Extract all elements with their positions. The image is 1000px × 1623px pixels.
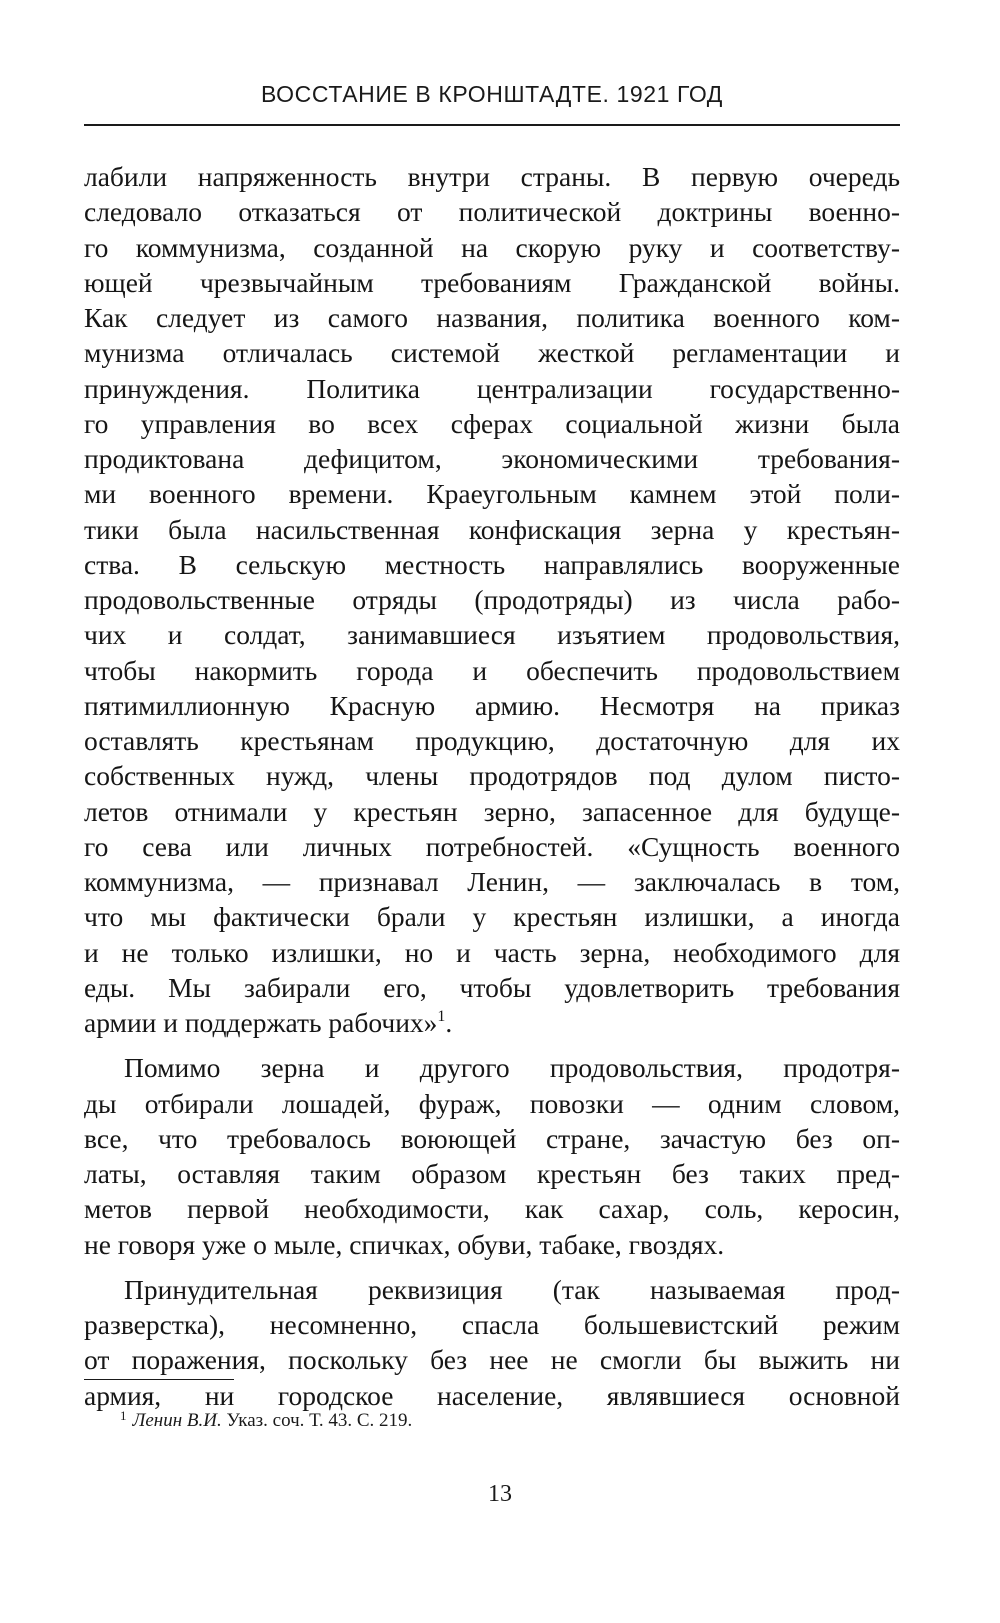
text-line [84, 1272, 900, 1307]
text-line [84, 1121, 900, 1156]
text-line [84, 864, 900, 899]
footnote-mark: 1 [120, 1408, 127, 1423]
text-line-content: не говоря уже о мыле, спичках, обуви, табаке, гвоздях. [84, 1228, 725, 1260]
text-line [84, 230, 900, 265]
text-line [84, 582, 900, 617]
paragraph-gap [84, 1040, 900, 1050]
text-line-content: го управления во всех сферах социальной жизни была [84, 407, 900, 439]
text-line [84, 1227, 900, 1262]
text-line-content: еды. Мы забирали его, чтобы удовлетворить требования [84, 971, 900, 1003]
text-line [84, 935, 900, 970]
text-line [84, 194, 900, 229]
text-line [84, 653, 900, 688]
text-line-content: собственных нужд, члены продотрядов под дулом писто- [84, 760, 900, 792]
header-rule [84, 124, 900, 126]
text-line [84, 1050, 900, 1085]
text-line-content: ды отбирали лошадей, фураж, повозки — одним словом, [84, 1087, 900, 1119]
text-line [84, 970, 900, 1005]
footnote-text: Указ. соч. Т. 43. С. 219. [226, 1410, 413, 1431]
text-line-content: армии и поддержать рабочих» [84, 1007, 438, 1038]
text-line [84, 758, 900, 793]
text-line-content: следовало отказаться от политической доктрины военно- [84, 196, 900, 228]
paragraph-gap [84, 1262, 900, 1272]
text-line-content: и не только излишки, но и часть зерна, необходимого для [84, 936, 900, 968]
text-line [84, 476, 900, 511]
text-line-content: пятимиллионную Красную армию. Несмотря на приказ [84, 689, 900, 721]
text-line-content: от поражения, поскольку без нее не смогли бы выжить ни [84, 1344, 900, 1376]
text-line-content: принуждения. Политика централизации государственно- [84, 372, 900, 404]
footnote-author: Ленин В.И. [132, 1410, 222, 1431]
text-line [84, 371, 900, 406]
footnote-reference: 1 [437, 1008, 446, 1025]
text-line [84, 265, 900, 300]
text-line-content: все, что требовалось воюющей стране, зачастую без оп- [84, 1122, 900, 1154]
text-line [84, 547, 900, 582]
text-line [84, 794, 900, 829]
text-line-content: коммунизма, — признавал Ленин, — заключалась в том, [84, 866, 900, 897]
running-head: ВОССТАНИЕ В КРОНШТАДТЕ. 1921 ГОД [261, 81, 723, 107]
text-line-content: ми военного времени. Краеугольным камнем этой поли- [84, 478, 900, 510]
text-line-content: оставлять крестьянам продукцию, достаточную для их [84, 725, 900, 756]
text-line-content: что мы фактически брали у крестьян излишки, а иногда [84, 901, 900, 933]
footnote [120, 1408, 900, 1432]
text-line [84, 1307, 900, 1342]
text-line-content: летов отнимали у крестьян зерно, запасенное для будуще- [84, 795, 900, 827]
text-line [84, 406, 900, 441]
text-line [84, 1156, 900, 1191]
text-line [84, 1191, 900, 1226]
text-line-content: тики была насильственная конфискация зерна у крестьян- [84, 513, 900, 545]
text-line [84, 512, 900, 547]
text-line-content: чтобы накормить города и обеспечить продовольствием [84, 654, 900, 686]
text-line-content: ства. В сельскую местность направлялись вооруженные [84, 548, 900, 580]
text-line-content: армия, ни городское население, являвшиеся основной [84, 1379, 900, 1411]
text-line [84, 300, 900, 335]
text-line-content: продиктована дефицитом, экономическими требования- [84, 443, 900, 474]
text-line [84, 899, 900, 934]
text-line-content: лабили напряженность внутри страны. В первую очередь [84, 161, 900, 192]
text-line [84, 688, 900, 723]
text-line [84, 441, 900, 476]
text-line: армии и поддержать рабочих»$^1$. [84, 1007, 453, 1038]
text-line-content: Как следует из самого названия, политика военного ком- [84, 302, 900, 333]
text-line-content: разверстка), несомненно, спасла большевистский режим [84, 1309, 900, 1340]
text-line-content: го сева или личных потребностей. «Сущность военного [84, 830, 900, 862]
text-line-content: латы, оставляя таким образом крестьян без таких пред- [84, 1158, 900, 1189]
text-line-content: Помимо зерна и другого продовольствия, продотря- [124, 1052, 900, 1084]
text-line-content: Принудительная реквизиция (так называемая прод- [124, 1273, 900, 1305]
text-line [84, 1086, 900, 1121]
text-line-content: го коммунизма, созданной на скорую руку и соответству- [84, 231, 900, 263]
footnote-rule [84, 1379, 234, 1380]
text-line-content: метов первой необходимости, как сахар, соль, керосин, [84, 1193, 900, 1225]
text-line-content: ющей чрезвычайным требованиям Гражданской войны. [84, 266, 900, 298]
text-line [84, 1342, 900, 1377]
text-line [84, 829, 900, 864]
text-line [84, 723, 900, 758]
text-line [84, 159, 900, 194]
text-line-content: чих и солдат, занимавшиеся изъятием продовольствия, [84, 619, 900, 651]
body-text [84, 159, 900, 1413]
text-line [84, 335, 900, 370]
text-line-content: продовольственные отряды (продотряды) из числа рабо- [84, 584, 900, 615]
text-line-content: мунизма отличалась системой жесткой регламентации и [84, 337, 900, 369]
text-line [84, 617, 900, 652]
page-number: 13 [488, 1481, 512, 1507]
